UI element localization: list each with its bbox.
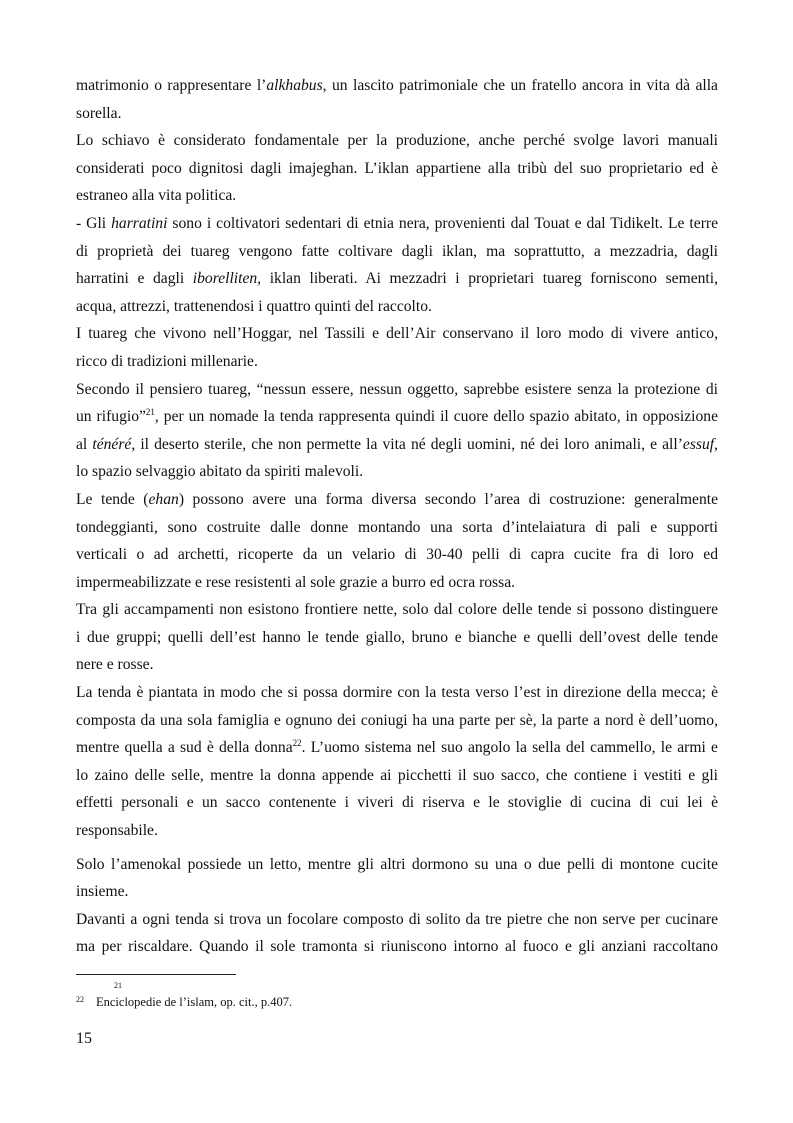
- footnote-ref: 22: [292, 738, 302, 749]
- text-line: La tenda è piantata in modo che si possa dormire con la testa verso l’est in direzione della mecca; è: [76, 684, 718, 702]
- text-line: Davanti a ogni tenda si trova un focolare composto di solito da tre pietre che non serve per cucinare: [76, 910, 718, 928]
- text-line: Solo l’amenokal possiede un letto, mentre gli altri dormono su una o due pelli di montone cucite: [76, 855, 718, 873]
- footnote-ref: 21: [145, 407, 155, 418]
- footnote-22-text: Enciclopedie de l’islam, op. cit., p.407.: [96, 995, 293, 1009]
- text-line: di proprietà dei tuareg vengono fatte coltivare dagli iklan, ma soprattutto, a mezzadria, dagli: [76, 242, 718, 260]
- paragraph: [76, 376, 718, 486]
- italic-term: iborelliten,: [192, 270, 262, 288]
- footnote-22: [76, 995, 292, 1010]
- text-line: effetti personali e un sacco contenente i viveri di riserva e le stoviglie di cucina di cui lei è: [76, 794, 718, 812]
- page-number: 15: [76, 1030, 92, 1047]
- paragraph: [76, 72, 718, 127]
- text-line: lo zaino delle selle, mentre la donna appende ai picchetti il suo sacco, che contiene i vestiti e gli: [76, 766, 718, 784]
- paragraph: [76, 851, 718, 906]
- text-line: matrimonio o rappresentare l’alkhabus, un lascito patrimoniale che un fratello ancora in vita dà alla: [76, 77, 718, 94]
- text-line: lo spazio selvaggio abitato da spiriti malevoli.: [76, 463, 364, 481]
- text-line: acqua, attrezzi, trattenendosi i quattro quinti del raccolto.: [76, 297, 432, 315]
- paragraph: [76, 679, 718, 845]
- text-line: sorella.: [76, 104, 122, 122]
- text-line: responsabile.: [76, 822, 158, 840]
- paragraph: [76, 127, 718, 210]
- text-line: impermeabilizzate e rese resistenti al sole grazie a burro ed ocra rossa.: [76, 573, 516, 591]
- text-line: un rifugio”$^{21}$, per un nomade la tenda rappresenta quindi il cuore dello spazio abitato, in opposizione: [76, 407, 718, 426]
- text-line: al ténéré, il deserto sterile, che non permette la vita né degli uomini, né dei loro animali, e all’essuf,: [76, 435, 718, 453]
- paragraph: [76, 320, 718, 375]
- paragraph: [76, 596, 718, 679]
- text-line: Secondo il pensiero tuareg, “nessun essere, nessun oggetto, saprebbe esistere senza la protezione di: [76, 380, 718, 398]
- page-body: [76, 72, 718, 961]
- text-line: verticali o ad archetti, ricoperte da un velario di 30-40 pelli di capra cucite fra di loro ed: [76, 546, 718, 564]
- text-line: ma per riscaldare. Quando il sole tramonta si riuniscono intorno al fuoco e gli anziani raccoltano: [76, 938, 718, 956]
- italic-term: alkhabus: [266, 77, 323, 94]
- italic-term: ténéré: [92, 435, 132, 453]
- text-line: Tra gli accampamenti non esistono frontiere nette, solo dal colore delle tende si possono distinguere: [76, 601, 718, 619]
- text-line: estraneo alla vita politica.: [76, 187, 237, 205]
- text-line: considerati poco dignitosi dagli imajeghan. L’iklan appartiene alla tribù del suo proprietario ed è: [76, 159, 718, 177]
- footnote-22-marker: 22: [76, 995, 84, 1004]
- text-line: Le tende (ehan) possono avere una forma diversa secondo l’area di costruzione: generalmente: [76, 490, 718, 508]
- paragraph: [76, 210, 718, 320]
- italic-term: ehan: [148, 490, 179, 508]
- text-line: tondeggianti, sono costruite dalle donne montando una sorta d’intelaiatura di pali e supporti: [76, 518, 718, 536]
- italic-term: harratini: [111, 214, 168, 232]
- text-line: ricco di tradizioni millenarie.: [76, 352, 258, 370]
- footnote-separator: [76, 974, 236, 975]
- italic-term: essuf: [682, 435, 715, 453]
- text-line: i due gruppi; quelli dell’est hanno le tende giallo, bruno e bianche e quelli dell’ovest delle tende: [76, 628, 718, 646]
- text-line: Lo schiavo è considerato fondamentale per la produzione, anche perché svolge lavori manuali: [76, 132, 718, 150]
- text-line: mentre quella a sud è della donna$^{22}$. L’uomo sistema nel suo angolo la sella del cammello, le armi e: [76, 738, 718, 757]
- text-line: insieme.: [76, 883, 129, 901]
- text-line: - Gli harratini sono i coltivatori sedentari di etnia nera, provenienti dal Touat e dal Tidikelt. Le terre: [76, 214, 718, 232]
- paragraph: [76, 486, 718, 596]
- footnote-21-marker: 21: [114, 981, 122, 990]
- text-line: nere e rosse.: [76, 656, 154, 674]
- text-line: harratini e dagli iborelliten, iklan liberati. Ai mezzadri i proprietari tuareg forniscono sementi,: [76, 270, 718, 288]
- text-line: composta da una sola famiglia e ognuno dei coniugi ha una parte per sè, la parte a nord è dell’uomo,: [76, 711, 718, 729]
- text-line: I tuareg che vivono nell’Hoggar, nel Tassili e dell’Air conservano il loro modo di vivere antico,: [76, 325, 718, 343]
- paragraph: [76, 906, 718, 961]
